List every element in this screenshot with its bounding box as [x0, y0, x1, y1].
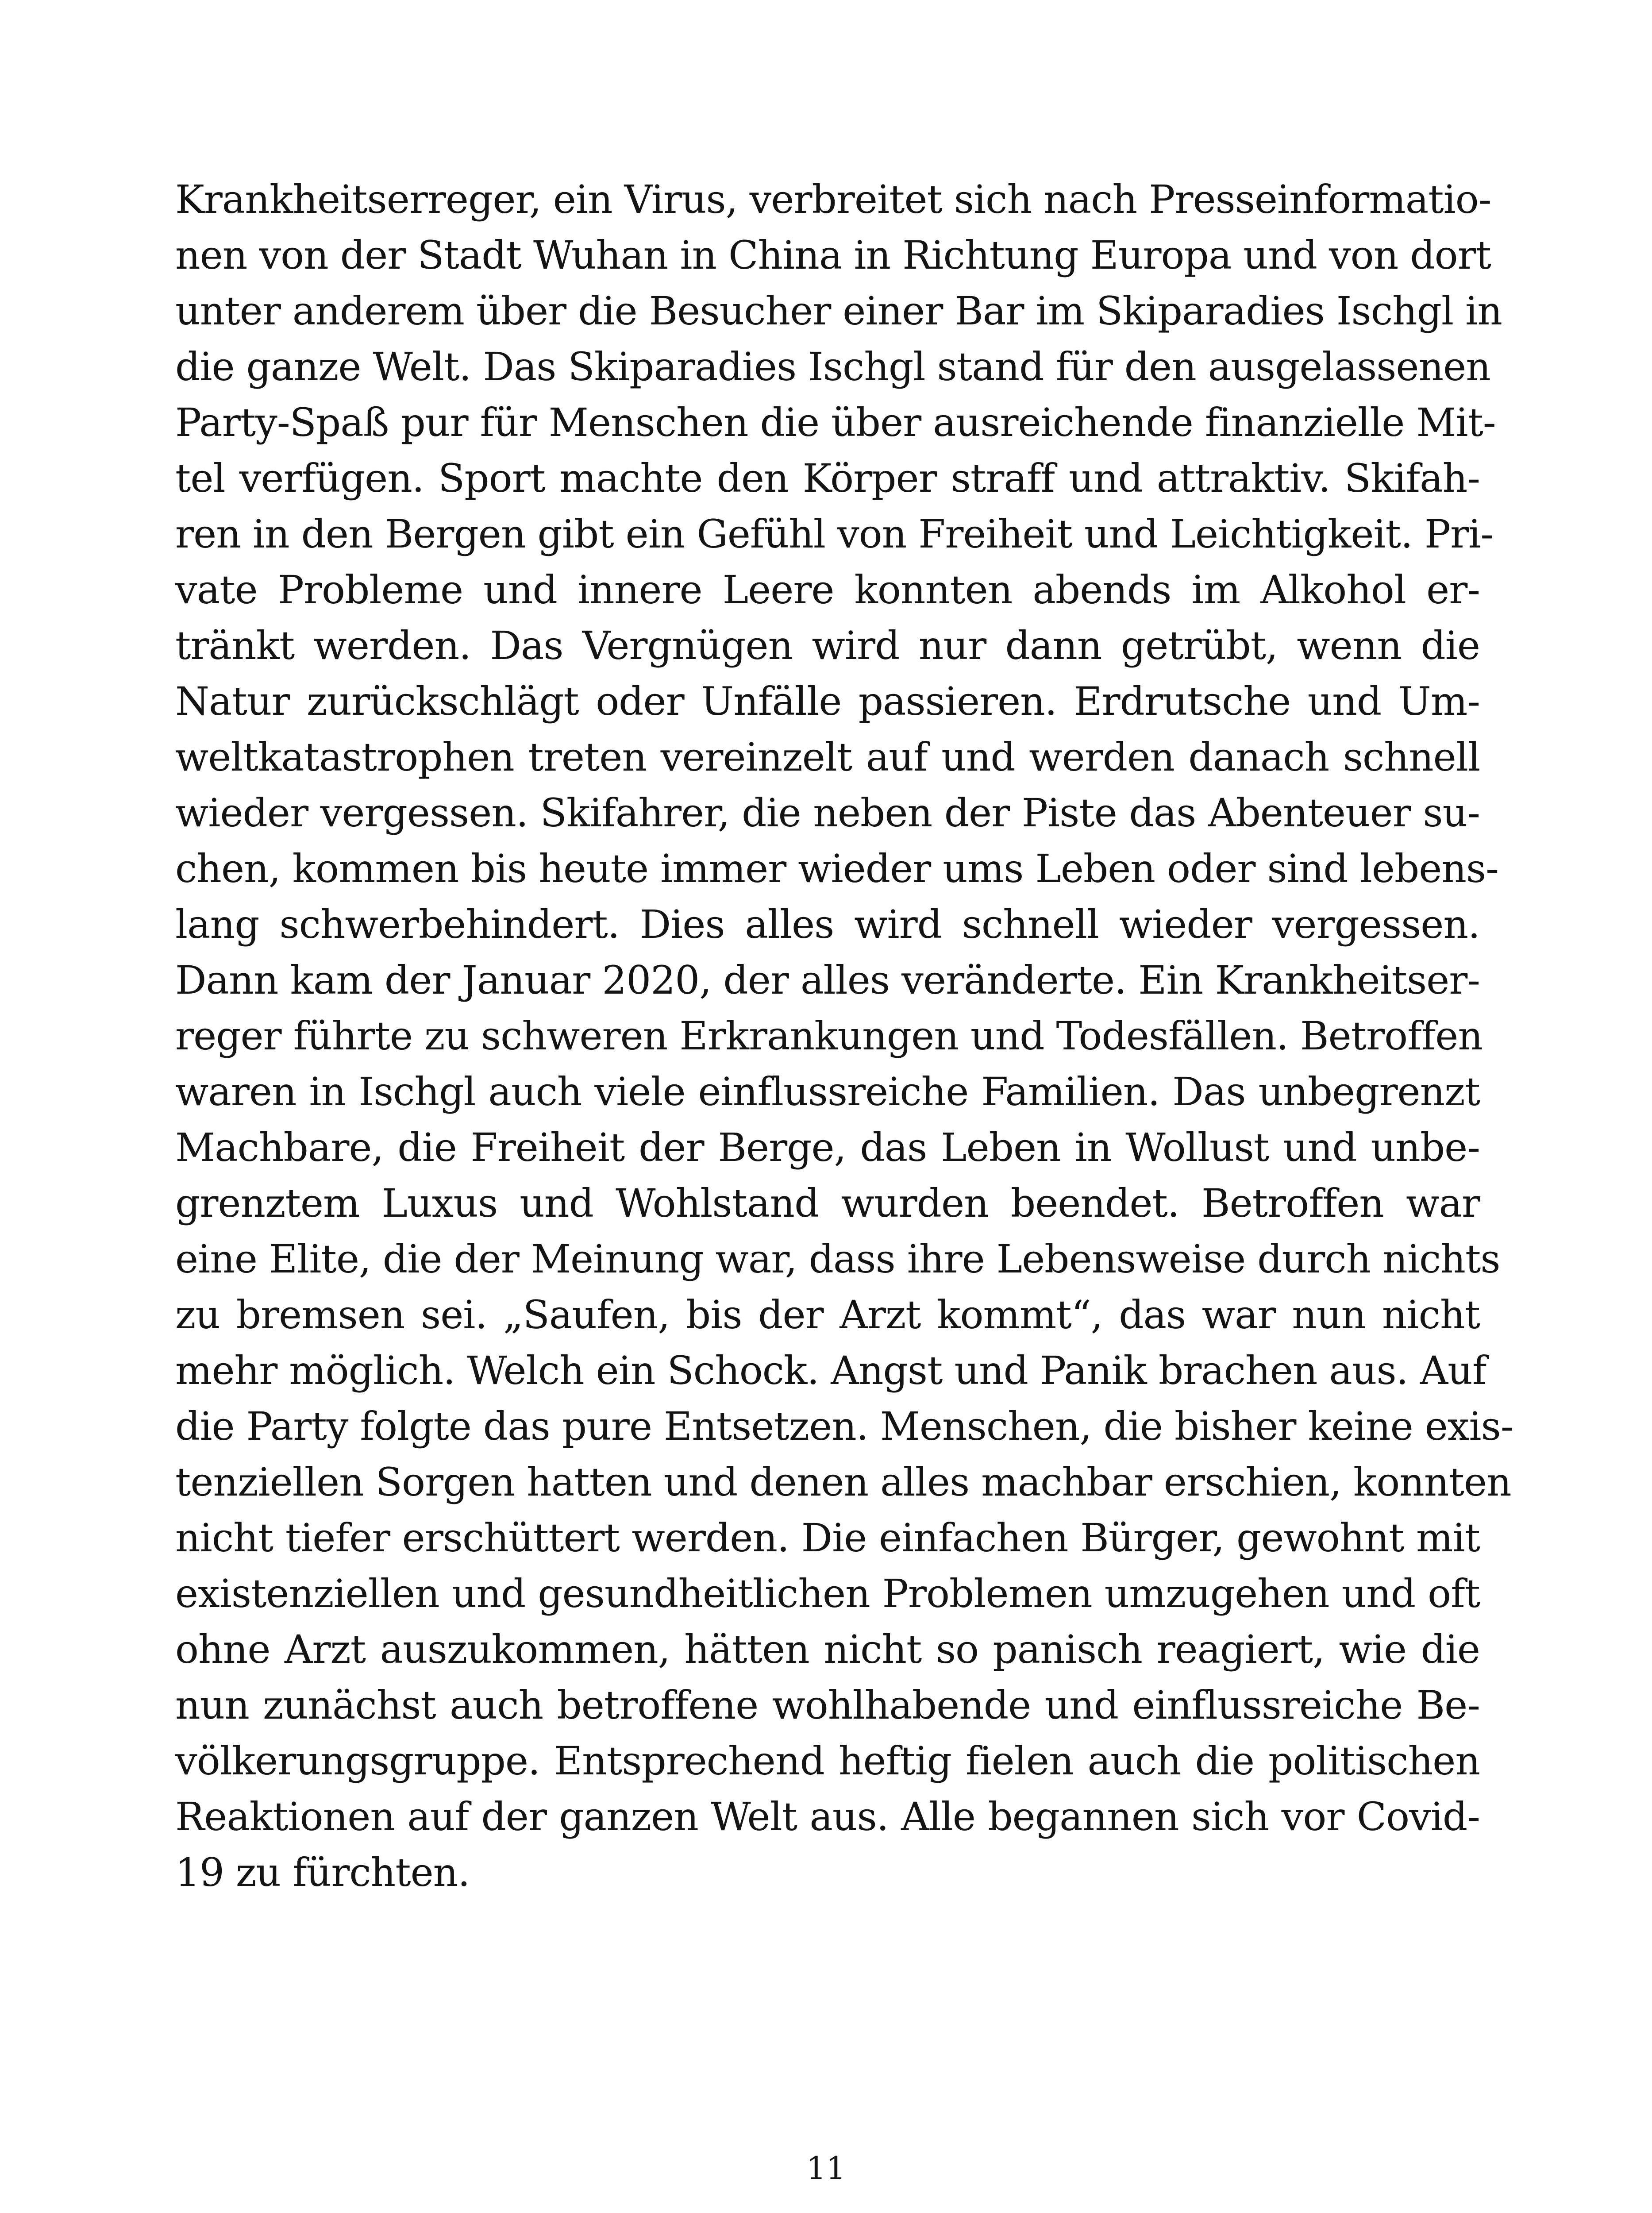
text-line: Reaktionen auf der ganzen Welt aus. Alle begannen sich vor Covid- — [175, 1794, 1480, 1839]
text-line: mehr möglich. Welch ein Schock. Angst und Panik brachen aus. Auf — [175, 1348, 1486, 1393]
text-line: Natur zurückschlägt oder Unfälle passieren. Erdrutsche und Um- — [175, 679, 1480, 724]
text-line: tränkt werden. Das Vergnügen wird nur dann getrübt, wenn die — [175, 623, 1480, 668]
text-line: Krankheitserreger, ein Virus, verbreitet sich nach Presseinformatio- — [175, 177, 1491, 222]
text-line: grenztem Luxus und Wohlstand wurden beendet. Betroffen war — [175, 1180, 1480, 1226]
text-line: existenziellen und gesundheitlichen Problemen umzugehen und oft — [175, 1571, 1480, 1616]
text-line: nen von der Stadt Wuhan in China in Richtung Europa und von dort — [175, 232, 1491, 278]
text-line: weltkatastrophen treten vereinzelt auf und werden danach schnell — [175, 734, 1480, 780]
text-line: chen, kommen bis heute immer wieder ums Leben oder sind lebens- — [175, 846, 1498, 891]
text-line: reger führte zu schweren Erkrankungen und Todesfällen. Betroffen — [175, 1013, 1483, 1059]
text-line: Party-Spaß pur für Menschen die über ausreichende finanzielle Mit- — [175, 400, 1496, 445]
text-line: Dann kam der Januar 2020, der alles veränderte. Ein Krankheitser- — [175, 957, 1480, 1003]
text-line: nicht tiefer erschüttert werden. Die einfachen Bürger, gewohnt mit — [175, 1515, 1480, 1561]
text-line: eine Elite, die der Meinung war, dass ihre Lebensweise durch nichts — [175, 1236, 1500, 1282]
body-text — [175, 172, 1513, 1901]
text-line: tel verfügen. Sport machte den Körper straff und attraktiv. Skifah- — [175, 455, 1480, 501]
text-line: wieder vergessen. Skifahrer, die neben der Piste das Abenteuer su- — [175, 790, 1480, 836]
text-line: zu bremsen sei. „Saufen, bis der Arzt kommt“, das war nun nicht — [175, 1292, 1480, 1338]
text-line: nun zunächst auch betroffene wohlhabende und einflussreiche Be- — [175, 1682, 1480, 1728]
text-line: tenziellen Sorgen hatten und denen alles machbar erschien, konnten — [175, 1459, 1511, 1505]
page-number: 11 — [806, 2150, 846, 2186]
text-line: ohne Arzt auszukommen, hätten nicht so panisch reagiert, wie die — [175, 1627, 1480, 1672]
text-line: ren in den Bergen gibt ein Gefühl von Freiheit und Leichtigkeit. Pri- — [175, 511, 1493, 557]
text-line: völkerungsgruppe. Entsprechend heftig fielen auch die politischen — [175, 1738, 1480, 1784]
text-line: die ganze Welt. Das Skiparadies Ischgl stand für den ausgelassenen — [175, 344, 1490, 389]
text-line: waren in Ischgl auch viele einflussreiche Familien. Das unbegrenzt — [175, 1069, 1480, 1114]
text-line-last: 19 zu fürchten. — [175, 1850, 470, 1895]
text-line: unter anderem über die Besucher einer Bar im Skiparadies Ischgl in — [175, 288, 1502, 334]
text-line: vate Probleme und innere Leere konnten abends im Alkohol er- — [175, 567, 1480, 613]
text-line: die Party folgte das pure Entsetzen. Menschen, die bisher keine exis- — [175, 1403, 1513, 1449]
text-line: Machbare, die Freiheit der Berge, das Leben in Wollust und unbe- — [175, 1125, 1480, 1170]
text-line: lang schwerbehindert. Dies alles wird schnell wieder vergessen. — [175, 902, 1480, 947]
